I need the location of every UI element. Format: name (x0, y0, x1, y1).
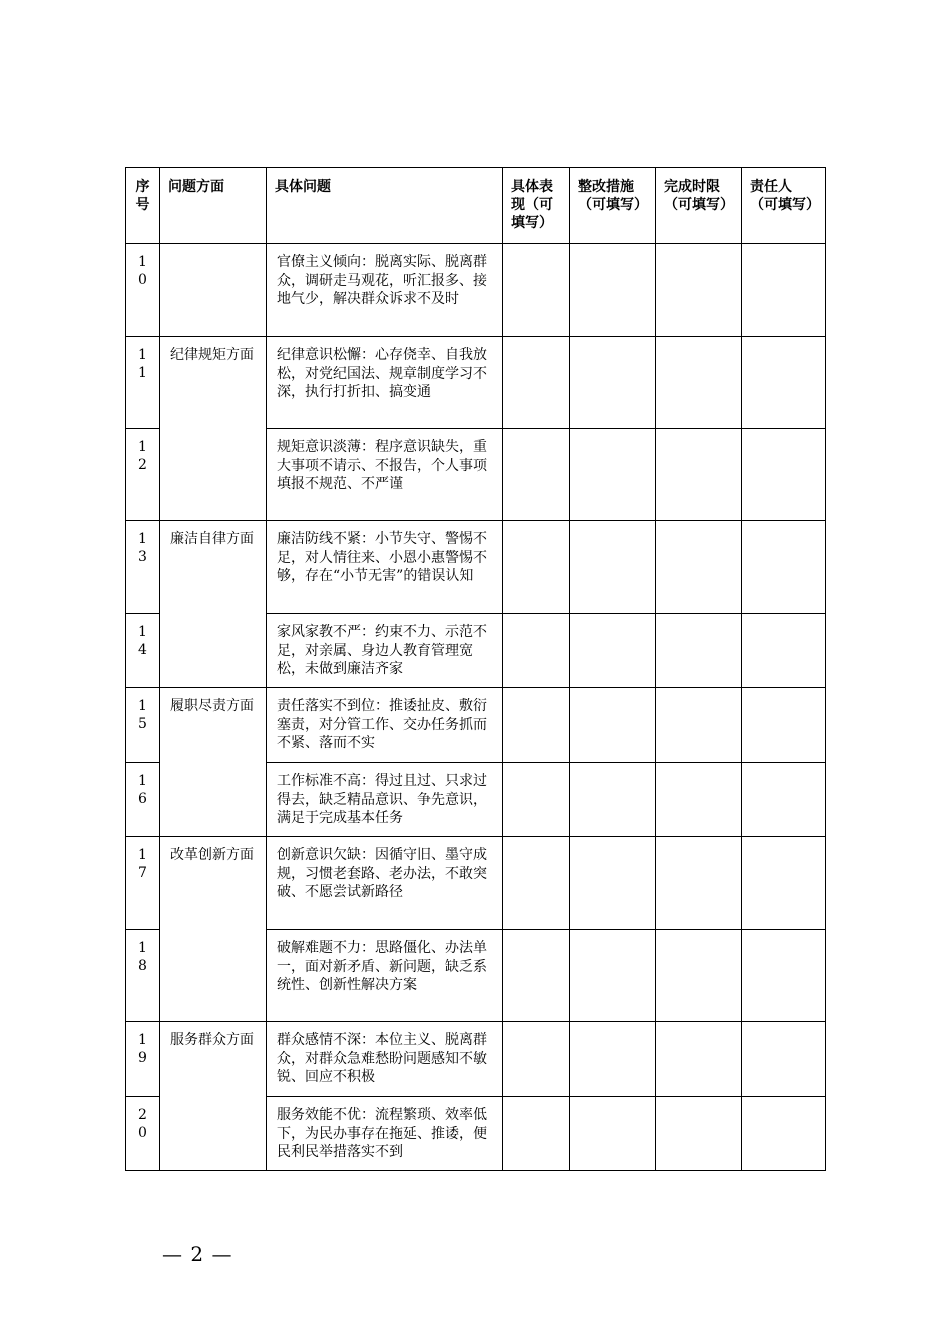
header-measures: 整改措施（可填写） (570, 168, 656, 244)
row-deadline-input[interactable] (656, 429, 742, 521)
header-owner: 责任人（可填写） (742, 168, 826, 244)
row-owner-input[interactable] (742, 930, 826, 1022)
row-deadline-input[interactable] (656, 244, 742, 337)
row-problem: 破解难题不力：思路僵化、办法单一，面对新矛盾、新问题，缺乏系统性、创新性解决方案 (267, 930, 503, 1022)
table-row (126, 1022, 826, 1097)
row-measures-input[interactable] (570, 1097, 656, 1171)
row-owner-input[interactable] (742, 614, 826, 688)
table-row (126, 688, 826, 763)
table-row (126, 337, 826, 429)
row-problem: 服务效能不优：流程繁琐、效率低下，为民办事存在拖延、推诿，便民利民举措落实不到 (267, 1097, 503, 1171)
row-seq: 1 3 (126, 521, 160, 614)
rectification-table (125, 167, 826, 1171)
row-seq: 1 2 (126, 429, 160, 521)
row-manifest-input[interactable] (503, 614, 570, 688)
row-measures-input[interactable] (570, 429, 656, 521)
row-seq: 1 8 (126, 930, 160, 1022)
page-number: — 2 — (162, 1242, 233, 1266)
header-row (126, 168, 826, 244)
row-manifest-input[interactable] (503, 521, 570, 614)
row-measures-input[interactable] (570, 1022, 656, 1097)
row-measures-input[interactable] (570, 337, 656, 429)
row-problem: 规矩意识淡薄：程序意识缺失，重大事项不请示、不报告，个人事项填报不规范、不严谨 (267, 429, 503, 521)
row-manifest-input[interactable] (503, 837, 570, 930)
row-problem: 家风家教不严：约束不力、示范不足，对亲属、身边人教育管理宽松，未做到廉洁齐家 (267, 614, 503, 688)
row-measures-input[interactable] (570, 244, 656, 337)
header-seq: 序 号 (126, 168, 160, 244)
header-aspect: 问题方面 (160, 168, 267, 244)
row-manifest-input[interactable] (503, 244, 570, 337)
row-aspect (160, 244, 267, 337)
row-owner-input[interactable] (742, 1097, 826, 1171)
row-owner-input[interactable] (742, 688, 826, 763)
row-manifest-input[interactable] (503, 930, 570, 1022)
row-measures-input[interactable] (570, 930, 656, 1022)
header-manifest: 具体表现（可填写） (503, 168, 570, 244)
row-problem: 工作标准不高：得过且过、只求过得去，缺乏精品意识、争先意识，满足于完成基本任务 (267, 763, 503, 837)
row-owner-input[interactable] (742, 763, 826, 837)
row-deadline-input[interactable] (656, 763, 742, 837)
row-deadline-input[interactable] (656, 337, 742, 429)
row-owner-input[interactable] (742, 337, 826, 429)
row-measures-input[interactable] (570, 614, 656, 688)
row-seq: 1 5 (126, 688, 160, 763)
row-problem: 廉洁防线不紧：小节失守、警惕不足，对人情往来、小恩小惠警惕不够，存在“小节无害”的错误认知 (267, 521, 503, 614)
header-problem: 具体问题 (267, 168, 503, 244)
row-aspect: 改革创新方面 (160, 837, 267, 1022)
row-aspect: 服务群众方面 (160, 1022, 267, 1171)
row-seq: 1 6 (126, 763, 160, 837)
row-deadline-input[interactable] (656, 1022, 742, 1097)
row-owner-input[interactable] (742, 1022, 826, 1097)
row-seq: 2 0 (126, 1097, 160, 1171)
row-measures-input[interactable] (570, 837, 656, 930)
header-deadline: 完成时限（可填写） (656, 168, 742, 244)
row-deadline-input[interactable] (656, 521, 742, 614)
row-aspect: 纪律规矩方面 (160, 337, 267, 521)
row-manifest-input[interactable] (503, 337, 570, 429)
row-manifest-input[interactable] (503, 688, 570, 763)
row-owner-input[interactable] (742, 521, 826, 614)
row-seq: 1 9 (126, 1022, 160, 1097)
row-owner-input[interactable] (742, 244, 826, 337)
row-deadline-input[interactable] (656, 837, 742, 930)
row-problem: 创新意识欠缺：因循守旧、墨守成规，习惯老套路、老办法，不敢突破、不愿尝试新路径 (267, 837, 503, 930)
row-aspect: 廉洁自律方面 (160, 521, 267, 688)
row-manifest-input[interactable] (503, 1022, 570, 1097)
table-row (126, 521, 826, 614)
row-owner-input[interactable] (742, 837, 826, 930)
row-seq: 1 7 (126, 837, 160, 930)
row-seq: 1 1 (126, 337, 160, 429)
row-owner-input[interactable] (742, 429, 826, 521)
row-manifest-input[interactable] (503, 429, 570, 521)
row-aspect: 履职尽责方面 (160, 688, 267, 837)
row-measures-input[interactable] (570, 521, 656, 614)
row-manifest-input[interactable] (503, 1097, 570, 1171)
row-deadline-input[interactable] (656, 688, 742, 763)
row-problem: 纪律意识松懈：心存侥幸、自我放松，对党纪国法、规章制度学习不深，执行打折扣、搞变通 (267, 337, 503, 429)
row-problem: 群众感情不深：本位主义、脱离群众，对群众急难愁盼问题感知不敏锐、回应不积极 (267, 1022, 503, 1097)
table-row (126, 837, 826, 930)
row-manifest-input[interactable] (503, 763, 570, 837)
row-measures-input[interactable] (570, 688, 656, 763)
table-row (126, 244, 826, 337)
row-problem: 官僚主义倾向：脱离实际、脱离群众，调研走马观花，听汇报多、接地气少，解决群众诉求不及时 (267, 244, 503, 337)
row-deadline-input[interactable] (656, 1097, 742, 1171)
row-deadline-input[interactable] (656, 614, 742, 688)
row-seq: 1 4 (126, 614, 160, 688)
row-problem: 责任落实不到位：推诿扯皮、敷衍塞责，对分管工作、交办任务抓而不紧、落而不实 (267, 688, 503, 763)
row-seq: 1 0 (126, 244, 160, 337)
row-deadline-input[interactable] (656, 930, 742, 1022)
row-measures-input[interactable] (570, 763, 656, 837)
